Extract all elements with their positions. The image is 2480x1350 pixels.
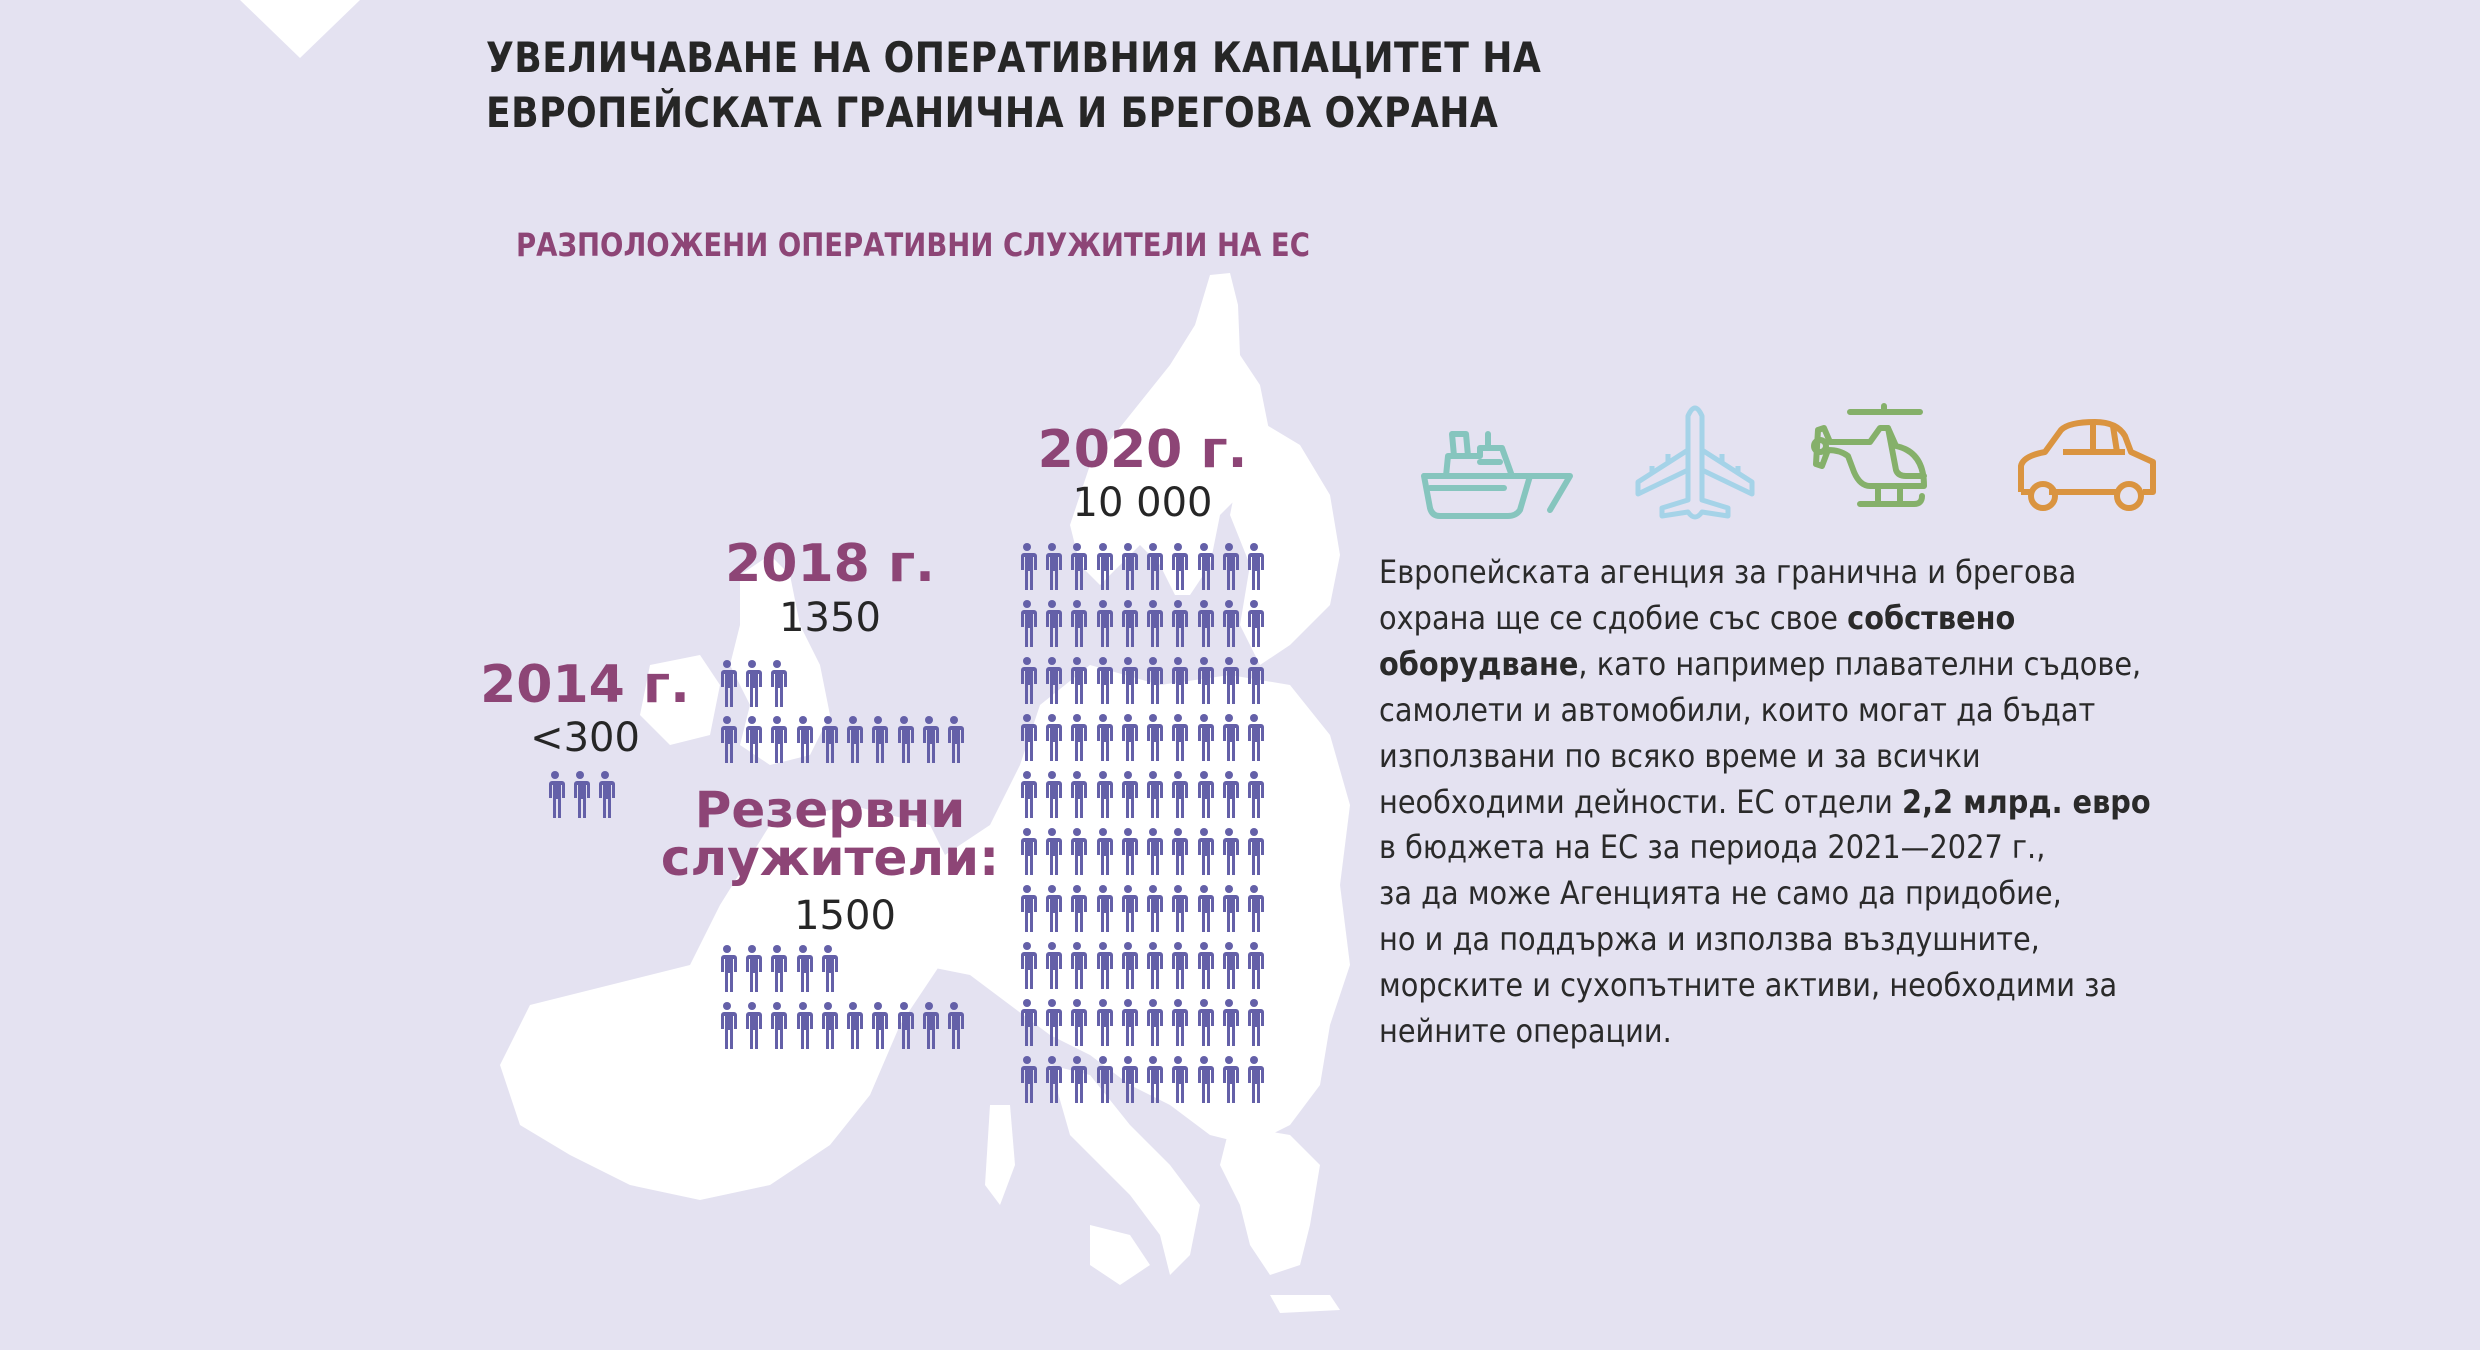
title-line-2: ЕВРОПЕЙСКАТА ГРАНИЧНА И БРЕГОВА ОХРАНА	[486, 88, 1499, 137]
corner-triangle-decoration	[240, 0, 360, 58]
description-paragraph	[1379, 550, 2151, 1055]
paragraph-line: Европейската агенция за гранична и брегова	[1379, 553, 2077, 591]
person-icon	[739, 945, 764, 992]
person-icon	[1242, 657, 1267, 704]
people-row	[714, 716, 967, 763]
person-icon	[714, 945, 739, 992]
person-icon	[815, 1002, 840, 1049]
person-icon	[1039, 885, 1064, 932]
people-row	[1014, 657, 1267, 704]
people-row	[714, 1002, 967, 1049]
year-2020-count: 10 000	[1072, 480, 1213, 526]
person-icon	[1216, 600, 1241, 647]
person-icon	[866, 1002, 891, 1049]
person-icon	[1191, 600, 1216, 647]
person-icon	[1090, 543, 1115, 590]
person-icon	[840, 716, 865, 763]
paragraph-line: морските и сухопътните активи, необходими за	[1379, 966, 2118, 1005]
person-icon	[1065, 543, 1090, 590]
person-icon	[866, 716, 891, 763]
chart-subtitle: РАЗПОЛОЖЕНИ ОПЕРАТИВНИ СЛУЖИТЕЛИ НА ЕС	[516, 226, 1310, 264]
person-icon	[1115, 885, 1140, 932]
people-row	[1014, 714, 1267, 761]
person-icon	[1115, 999, 1140, 1046]
person-icon	[1140, 885, 1165, 932]
person-icon	[765, 945, 790, 992]
person-icon	[1140, 1056, 1165, 1103]
person-icon	[765, 1002, 790, 1049]
reserve-people-row-1	[714, 945, 840, 992]
person-icon	[1065, 657, 1090, 704]
people-row	[714, 945, 840, 992]
year-2018-people-row-1	[714, 660, 790, 707]
person-icon	[1242, 543, 1267, 590]
person-icon	[1191, 714, 1216, 761]
person-icon	[1065, 1056, 1090, 1103]
people-grid-row	[1014, 600, 1267, 657]
page-title	[486, 30, 1541, 140]
person-icon	[1242, 600, 1267, 647]
car-icon	[2015, 400, 2161, 522]
person-icon	[1090, 657, 1115, 704]
paragraph-bold-text: собствено	[1847, 598, 2016, 637]
person-icon	[916, 716, 941, 763]
person-icon	[1014, 999, 1039, 1046]
person-icon	[1242, 714, 1267, 761]
person-icon	[1216, 657, 1241, 704]
person-icon	[1216, 828, 1241, 875]
person-icon	[1014, 885, 1039, 932]
person-icon	[1014, 1056, 1039, 1103]
year-2018-count: 1350	[779, 595, 881, 641]
person-icon	[1090, 999, 1115, 1046]
people-row	[1014, 1056, 1267, 1103]
person-icon	[1166, 771, 1191, 818]
person-icon	[1140, 543, 1165, 590]
year-2014-count: <300	[530, 715, 640, 761]
people-grid-row	[1014, 1056, 1267, 1113]
person-icon	[1242, 771, 1267, 818]
person-icon	[1115, 771, 1140, 818]
person-icon	[1039, 1056, 1064, 1103]
people-grid-row	[1014, 885, 1267, 942]
reserve-label	[660, 781, 1000, 887]
person-icon	[1166, 600, 1191, 647]
airplane-icon	[1632, 400, 1758, 522]
person-icon	[1039, 657, 1064, 704]
person-icon	[1115, 714, 1140, 761]
person-icon	[942, 1002, 967, 1049]
person-icon	[1039, 543, 1064, 590]
person-icon	[1039, 600, 1064, 647]
person-icon	[790, 945, 815, 992]
person-icon	[1090, 828, 1115, 875]
person-icon	[567, 771, 592, 818]
paragraph-line: в бюджета на ЕС за периода 2021—2027 г.,	[1379, 828, 2046, 867]
person-icon	[1191, 999, 1216, 1046]
person-icon	[1242, 999, 1267, 1046]
year-2014-people	[542, 771, 618, 818]
person-icon	[739, 660, 764, 707]
person-icon	[1166, 1056, 1191, 1103]
person-icon	[916, 1002, 941, 1049]
person-icon	[1140, 714, 1165, 761]
person-icon	[765, 660, 790, 707]
title-line-1: УВЕЛИЧАВАНЕ НА ОПЕРАТИВНИЯ КАПАЦИТЕТ НА	[486, 33, 1542, 82]
person-icon	[739, 1002, 764, 1049]
paragraph-line: за да може Агенцията не само да придобие,	[1379, 874, 2062, 913]
person-icon	[1065, 885, 1090, 932]
person-icon	[714, 660, 739, 707]
person-icon	[1065, 828, 1090, 875]
person-icon	[891, 1002, 916, 1049]
person-icon	[790, 1002, 815, 1049]
reserve-label-line-2: служители:	[660, 829, 1000, 887]
year-2020-people-grid	[1014, 543, 1267, 1113]
paragraph-bold-text: 2,2 млрд. евро	[1902, 782, 2151, 821]
person-icon	[765, 716, 790, 763]
person-icon	[1191, 942, 1216, 989]
person-icon	[1140, 600, 1165, 647]
person-icon	[1191, 1056, 1216, 1103]
person-icon	[1065, 714, 1090, 761]
people-grid-row	[1014, 543, 1267, 600]
person-icon	[1014, 657, 1039, 704]
people-row	[1014, 600, 1267, 647]
person-icon	[1216, 885, 1241, 932]
ship-icon	[1420, 400, 1580, 522]
person-icon	[1216, 543, 1241, 590]
people-row	[1014, 999, 1267, 1046]
paragraph-line	[1379, 642, 2142, 688]
year-2014-label: 2014 г.	[480, 655, 690, 715]
person-icon	[891, 716, 916, 763]
paragraph-line: нейните операции.	[1379, 1012, 1672, 1051]
person-icon	[1191, 828, 1216, 875]
person-icon	[1242, 828, 1267, 875]
person-icon	[942, 716, 967, 763]
people-row	[1014, 942, 1267, 989]
person-icon	[1191, 543, 1216, 590]
year-2018-label: 2018 г.	[725, 534, 935, 594]
people-grid-row	[1014, 771, 1267, 828]
reserve-label-line-1: Резервни	[694, 781, 966, 839]
person-icon	[1090, 942, 1115, 989]
people-grid-row	[1014, 657, 1267, 714]
person-icon	[542, 771, 567, 818]
person-icon	[593, 771, 618, 818]
person-icon	[1166, 714, 1191, 761]
people-row	[1014, 885, 1267, 932]
person-icon	[1191, 657, 1216, 704]
person-icon	[1191, 885, 1216, 932]
person-icon	[1065, 600, 1090, 647]
paragraph-line: използвани по всяко време и за всички	[1379, 736, 1981, 775]
person-icon	[1014, 600, 1039, 647]
person-icon	[1216, 999, 1241, 1046]
reserve-people-row-2	[714, 1002, 967, 1049]
reserve-count: 1500	[794, 893, 896, 939]
paragraph-line: самолети и автомобили, които могат да бъдат	[1379, 690, 2096, 729]
person-icon	[1039, 828, 1064, 875]
person-icon	[714, 716, 739, 763]
person-icon	[1166, 942, 1191, 989]
person-icon	[1014, 771, 1039, 818]
person-icon	[1166, 885, 1191, 932]
paragraph-line: но и да поддържа и използва въздушните,	[1379, 920, 2040, 959]
person-icon	[1014, 828, 1039, 875]
paragraph-line	[1379, 780, 2151, 826]
person-icon	[815, 945, 840, 992]
person-icon	[1216, 714, 1241, 761]
person-icon	[1166, 543, 1191, 590]
paragraph-text: , като например плавателни съдове,	[1578, 644, 2142, 683]
person-icon	[1115, 657, 1140, 704]
helicopter-icon	[1810, 400, 1960, 522]
person-icon	[1014, 714, 1039, 761]
person-icon	[739, 716, 764, 763]
person-icon	[1039, 942, 1064, 989]
person-icon	[1216, 1056, 1241, 1103]
person-icon	[1242, 942, 1267, 989]
person-icon	[1014, 942, 1039, 989]
people-grid-row	[1014, 999, 1267, 1056]
person-icon	[714, 1002, 739, 1049]
paragraph-text: охрана ще се сдобие със свое	[1379, 598, 1848, 637]
person-icon	[1166, 828, 1191, 875]
year-2020-label: 2020 г.	[1037, 420, 1248, 480]
person-icon	[1242, 885, 1267, 932]
person-icon	[1065, 942, 1090, 989]
people-grid-row	[1014, 714, 1267, 771]
people-grid-row	[1014, 942, 1267, 999]
person-icon	[1115, 600, 1140, 647]
person-icon	[1166, 657, 1191, 704]
person-icon	[1166, 999, 1191, 1046]
person-icon	[1065, 999, 1090, 1046]
person-icon	[1140, 657, 1165, 704]
year-2018-people-row-2	[714, 716, 967, 763]
people-grid-row	[1014, 828, 1267, 885]
person-icon	[1115, 543, 1140, 590]
person-icon	[790, 716, 815, 763]
people-row	[714, 660, 790, 707]
person-icon	[1014, 543, 1039, 590]
person-icon	[1140, 828, 1165, 875]
people-row	[1014, 543, 1267, 590]
people-row	[1014, 771, 1267, 818]
person-icon	[1140, 999, 1165, 1046]
person-icon	[1090, 1056, 1115, 1103]
people-row	[1014, 828, 1267, 875]
person-icon	[1115, 828, 1140, 875]
person-icon	[815, 716, 840, 763]
person-icon	[1090, 771, 1115, 818]
person-icon	[1039, 714, 1064, 761]
person-icon	[1090, 885, 1115, 932]
person-icon	[1216, 771, 1241, 818]
person-icon	[1115, 942, 1140, 989]
paragraph-line	[1379, 596, 2117, 642]
person-icon	[1140, 942, 1165, 989]
person-icon	[1115, 1056, 1140, 1103]
person-icon	[1090, 714, 1115, 761]
person-icon	[1039, 771, 1064, 818]
person-icon	[1090, 600, 1115, 647]
person-icon	[1242, 1056, 1267, 1103]
person-icon	[840, 1002, 865, 1049]
person-icon	[1140, 771, 1165, 818]
person-icon	[1191, 771, 1216, 818]
person-icon	[1039, 999, 1064, 1046]
person-icon	[1065, 771, 1090, 818]
person-icon	[1216, 942, 1241, 989]
paragraph-bold-text: оборудване	[1379, 644, 1579, 683]
paragraph-text: необходими дейности. ЕС отдели	[1379, 782, 1903, 821]
